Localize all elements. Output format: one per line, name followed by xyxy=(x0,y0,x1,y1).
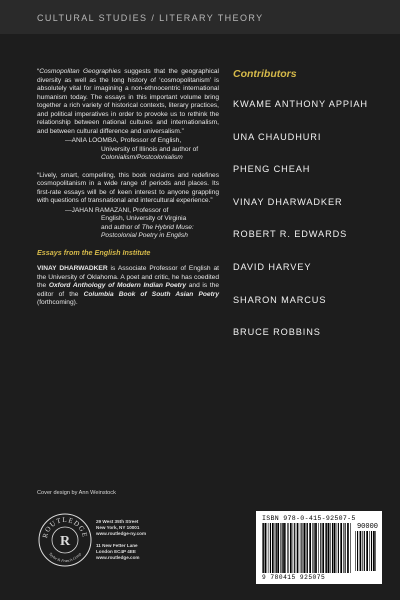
barcode-bar xyxy=(366,531,368,571)
barcode-bar xyxy=(338,523,339,573)
contributor-name: KWAME ANTHONY APPIAH xyxy=(233,99,368,109)
ean-number: 9 780415 925075 xyxy=(262,574,326,581)
quote-ramazani-attribution xyxy=(65,207,219,241)
cover-design-credit: Cover design by Ann Weinstock xyxy=(37,490,116,496)
barcode-bar xyxy=(285,523,286,573)
contributor-name: ROBERT R. EDWARDS xyxy=(233,229,348,240)
barcode-bar xyxy=(326,523,327,573)
editor-bio xyxy=(37,265,219,308)
editor-name: VINAY DHARWADKER xyxy=(37,265,108,272)
barcode-bar xyxy=(265,523,267,573)
barcode-bar xyxy=(280,523,281,573)
series-title: Essays from the English Institute xyxy=(37,247,151,257)
barcode-bar xyxy=(293,523,294,573)
barcode-bar xyxy=(343,523,344,573)
bio-work-title: Oxford Anthology of Modern Indian Poetry xyxy=(48,282,187,289)
barcode-bar xyxy=(350,523,351,573)
publisher-name: ROUTLEDGE xyxy=(41,515,89,539)
ean-barcode-bars xyxy=(262,523,352,575)
attribution-line: English, University of Virginia xyxy=(101,215,187,222)
barcode-bar xyxy=(262,523,263,573)
contributors-column xyxy=(233,68,393,360)
barcode-bar xyxy=(325,523,326,573)
publisher-tagline: Taylor & Francis Group xyxy=(48,551,82,564)
barcode-bar xyxy=(371,531,372,571)
barcode-bar xyxy=(312,523,313,573)
barcode-bar xyxy=(364,531,365,571)
address-line: 29 West 35th Street xyxy=(96,519,139,524)
barcode-bar xyxy=(336,523,337,573)
bio-work-title: Columbia Book of South Asian Poetry xyxy=(83,290,219,298)
bio-text: (forthcoming). xyxy=(37,299,78,306)
addon-barcode-bars xyxy=(355,531,377,571)
address-line: www.routledge.com xyxy=(96,555,140,561)
barcode-bar xyxy=(362,531,363,571)
contributor-name: BRUCE ROBBINS xyxy=(233,327,321,338)
barcode-bar xyxy=(270,523,271,573)
barcode-bar xyxy=(322,523,324,573)
attribution-work-title: Colonialism/Postcolonialism xyxy=(101,154,183,161)
attribution-line: —ANIA LOOMBA, Professor of English, xyxy=(65,137,182,144)
barcode-bar xyxy=(277,523,279,573)
barcode-bar xyxy=(320,523,321,573)
barcode-bar xyxy=(330,523,331,573)
barcode-bar xyxy=(283,523,285,573)
barcode-bar xyxy=(276,523,277,573)
barcode-bar xyxy=(268,523,269,573)
contributor-name: PHENG CHEAH xyxy=(233,164,311,175)
barcode-bar xyxy=(355,531,356,571)
address-line: New York, NY 10001 xyxy=(96,525,140,531)
barcode-bar xyxy=(315,523,317,573)
address-line: 11 New Fetter Lane xyxy=(96,542,138,548)
contributor-name: UNA CHAUDHURI xyxy=(233,131,322,142)
attribution-line: —JAHAN RAMAZANI, Professor of xyxy=(65,206,169,214)
barcode-bar xyxy=(282,523,283,573)
address-line: London EC4P 4EE xyxy=(96,548,136,554)
barcode-bar xyxy=(301,523,302,573)
header-band xyxy=(0,0,400,34)
subject-categories: CULTURAL STUDIES / LITERARY THEORY xyxy=(37,13,264,23)
barcode-bar xyxy=(357,531,358,571)
barcode-bar xyxy=(328,523,330,573)
barcode-bar xyxy=(332,523,333,573)
barcode-bar xyxy=(287,523,288,573)
quote-loomba-attribution xyxy=(65,137,219,163)
barcode-bar xyxy=(318,523,319,573)
price-code: 90000 xyxy=(356,523,378,531)
barcode-bar xyxy=(290,523,292,573)
barcode-bar xyxy=(303,523,305,573)
barcode-bar xyxy=(309,523,311,573)
routledge-logo xyxy=(37,512,93,568)
contributor-name: DAVID HARVEY xyxy=(233,261,312,272)
barcode-bar xyxy=(263,523,264,573)
attribution-work-title: Postcolonial Poetry in English xyxy=(101,232,188,239)
barcode-bar xyxy=(307,523,308,573)
attribution-work-title: The Hybrid Muse: xyxy=(141,223,194,231)
svg-text:Taylor & Francis Group xyxy=(48,552,82,563)
blurbs-column xyxy=(37,68,219,308)
barcode-bar xyxy=(347,523,349,573)
quote-ramazani: “Lively, smart, compelling, this book reclaims and redefines cosmopolitanism in a wide range of periods and places. Its first-rate essays will be of keen interest to anyone grappling with questions of transnational and intercultural experience.” xyxy=(37,171,219,204)
attribution-line: University of Illinois and author of xyxy=(101,145,199,153)
isbn-number: ISBN 978-0-415-92507-5 xyxy=(262,515,356,522)
barcode-bar xyxy=(294,523,295,573)
barcode-bar xyxy=(275,523,276,573)
contributor-name: VINAY DHARWADKER xyxy=(233,196,343,207)
barcode-bar xyxy=(373,531,375,571)
barcode-bar xyxy=(306,523,307,573)
attribution-prefix: and author of xyxy=(101,223,142,231)
quote-loomba: “Cosmopolitan Geographies suggests that the geographical diversity as well as the long history of ‘cosmopolitanism’ is absolutely vital for imagining a non-ethnocentric international humanism today. The essays in this important volume bring together a rich variety of historical contexts, literary practices, and political imperatives in order to provoke us to rethink the relationship between national cultures and internationalism, and between cultural difference and universalism.” xyxy=(37,68,219,135)
barcode-bar xyxy=(375,531,376,571)
barcode-bar xyxy=(345,523,346,573)
barcode-bar xyxy=(360,531,362,571)
contributor-name: SHARON MARCUS xyxy=(233,294,327,305)
barcode-bar xyxy=(297,523,299,573)
bio-text: and is the editor of the xyxy=(37,282,219,298)
contributors-heading: Contributors xyxy=(233,68,297,80)
barcode-bar xyxy=(314,523,315,573)
barcode-bar xyxy=(272,523,274,573)
barcode-bar xyxy=(340,523,342,573)
publisher-monogram: R xyxy=(59,534,71,549)
publisher-addresses xyxy=(96,519,146,561)
bio-text: is Associate Professor of English at the University of Oklahoma. A poet and critic, he has coedited the xyxy=(37,265,219,289)
isbn-barcode xyxy=(256,511,382,584)
barcode-bar xyxy=(334,523,336,573)
barcode-bar xyxy=(300,523,301,573)
address-line: www.routledge-ny.com xyxy=(96,531,147,537)
barcode-bar xyxy=(369,531,370,571)
